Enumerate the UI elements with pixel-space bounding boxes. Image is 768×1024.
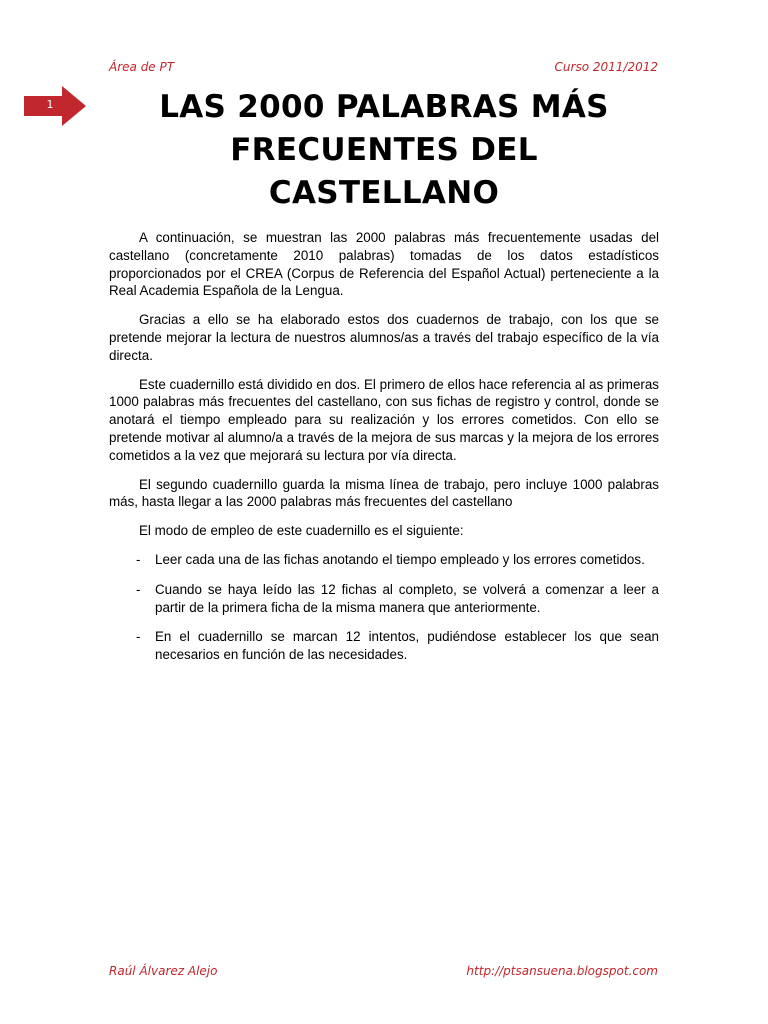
list-item-text: Cuando se haya leído las 12 fichas al completo, se volverá a comenzar a leer a partir de la primera ficha de la misma manera que anteriormente. <box>155 581 659 615</box>
footer-author: Raúl Álvarez Alejo <box>109 964 218 978</box>
list-item <box>109 551 659 569</box>
footer-blog-link[interactable]: http://ptsansuena.blogspot.com <box>466 964 658 978</box>
page-title <box>109 86 659 215</box>
list-bullet: - <box>136 551 141 567</box>
document-body <box>109 229 659 676</box>
list-item-text: Leer cada una de las fichas anotando el tiempo empleado y los errores cometidos. <box>155 551 645 567</box>
title-line-3: CASTELLANO <box>268 175 500 211</box>
header-area: Área de PT <box>109 60 175 74</box>
list-item <box>109 581 659 617</box>
title-line-1: LAS 2000 PALABRAS MÁS <box>159 89 609 125</box>
title-line-2: FRECUENTES DEL <box>230 132 538 168</box>
page-number: 1 <box>46 98 54 111</box>
paragraph-intro: A continuación, se muestran las 2000 palabras más frecuentemente usadas del castellano (concretamente 2010 palabras) tomadas de los datos estadísticos proporcionados por el CREA (Corpus de Referencia del Español Actual) perteneciente a la Real Academia Española de la Lengua. <box>109 230 659 299</box>
list-bullet: - <box>136 629 141 645</box>
usage-list <box>109 551 659 664</box>
paragraph-purpose: Gracias a ello se ha elaborado estos dos cuadernos de trabajo, con los que se pretende mejorar la lectura de nuestros alumnos/as a través del trabajo específico de la vía directa. <box>109 312 659 363</box>
paragraph-usage: El modo de empleo de este cuadernillo es el siguiente: <box>139 523 464 539</box>
list-item-text: En el cuadernillo se marcan 12 intentos, pudiéndose establecer los que sean necesarios en función de las necesidades. <box>155 629 659 663</box>
list-item <box>109 628 659 664</box>
header-course: Curso 2011/2012 <box>554 60 658 74</box>
paragraph-first-booklet: Este cuadernillo está dividido en dos. El primero de ellos hace referencia al as primeras 1000 palabras más frecuentes del castellano, con sus fichas de registro y control, donde se anotará el tiempo empleado para su realización y los errores cometidos. Con ello se pretende motivar al alumno/a a través de la mejora de sus marcas y la mejora de los errores cometidos a la vez que mejorará su lectura por vía directa. <box>109 376 659 463</box>
paragraph-second-booklet: El segundo cuadernillo guarda la misma línea de trabajo, pero incluye 1000 palabras más, hasta llegar a las 2000 palabras más frecuentes del castellano <box>109 476 659 510</box>
list-bullet: - <box>136 581 141 597</box>
